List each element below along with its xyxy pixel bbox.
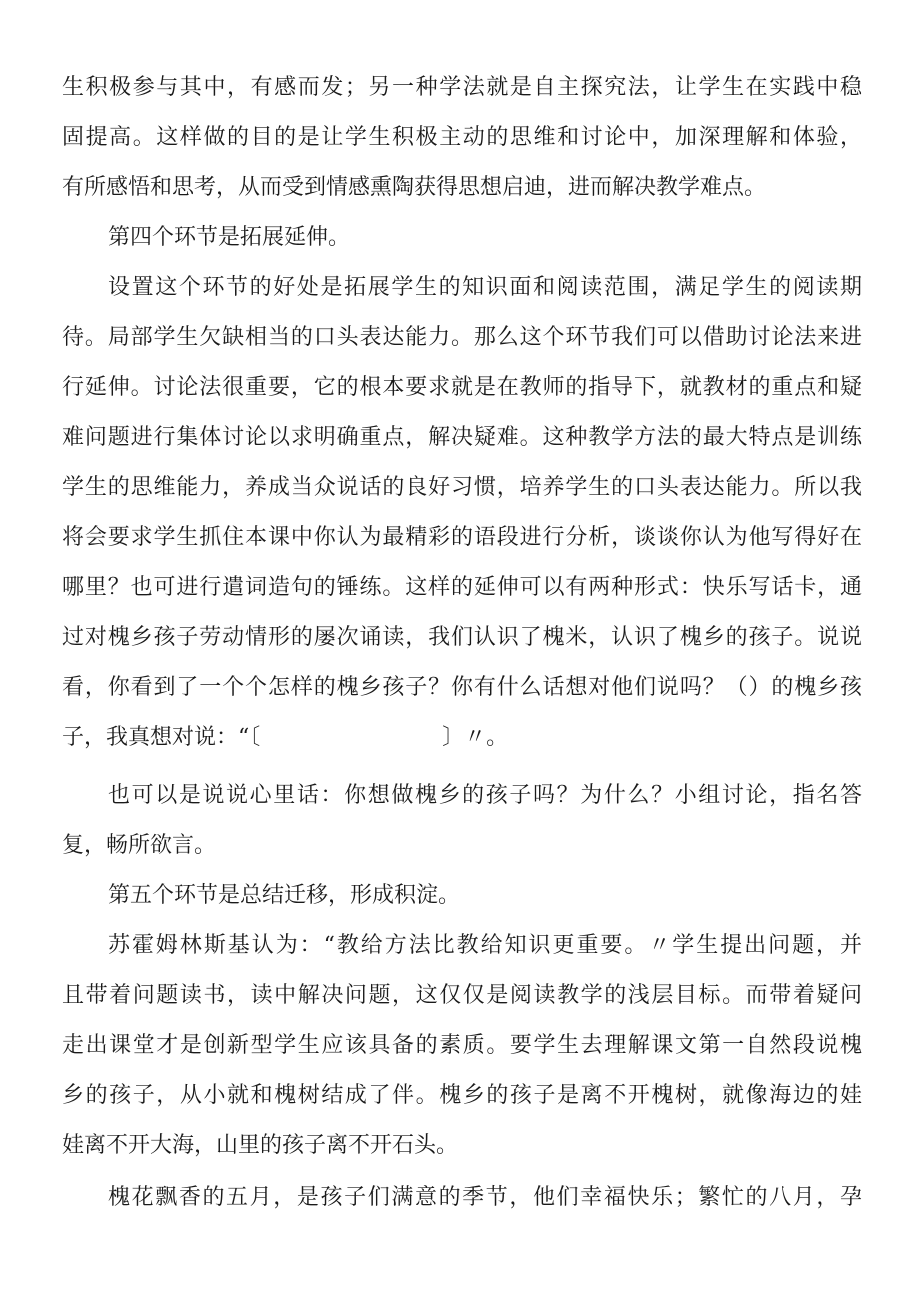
text-line: 待。局部学生欠缺相当的口头表达能力。那么这个环节我们可以借助讨论法来进 bbox=[62, 325, 862, 350]
text-line: 娃离不开大海，山里的孩子离不开石头。 bbox=[62, 1133, 459, 1158]
text-line: 槐花飘香的五月，是孩子们满意的季节，他们幸福快乐；繁忙的八月，孕 bbox=[108, 1185, 862, 1210]
section-heading: 第五个环节是总结迁移，形成积淀。 bbox=[108, 883, 461, 908]
text-line: 行延伸。讨论法很重要，它的根本要求就是在教师的指导下，就教材的重点和疑 bbox=[62, 375, 862, 400]
text-line: 固提高。这样做的目的是让学生积极主动的思维和讨论中，加深理解和体验， bbox=[62, 125, 862, 150]
section-heading: 第四个环节是拓展延伸。 bbox=[108, 225, 351, 250]
text-line: 学生的思维能力，养成当众说话的良好习惯，培养学生的口头表达能力。所以我 bbox=[62, 475, 862, 500]
text-line: 苏霍姆林斯基认为：“教给方法比教给知识更重要。〃学生提出问题，并 bbox=[108, 933, 862, 958]
text-line: 看，你看到了一个个怎样的槐乡孩子？你有什么话想对他们说吗？（）的槐乡孩 bbox=[62, 675, 862, 700]
text-line: 将会要求学生抓住本课中你认为最精彩的语段进行分析，谈谈你认为他写得好在 bbox=[62, 525, 862, 550]
text-line: 设置这个环节的好处是拓展学生的知识面和阅读范围，满足学生的阅读期 bbox=[108, 275, 862, 300]
text-line: 子，我真想对说：“〔 〕〃。 bbox=[62, 725, 509, 750]
text-line: 复，畅所欲言。 bbox=[62, 833, 217, 858]
text-line: 走出课堂才是创新型学生应该具备的素质。要学生去理解课文第一自然段说槐 bbox=[62, 1033, 862, 1058]
text-line: 哪里？也可进行遣词造句的锤练。这样的延伸可以有两种形式：快乐写话卡，通 bbox=[62, 575, 862, 600]
text-line: 难问题进行集体讨论以求明确重点，解决疑难。这种教学方法的最大特点是训练 bbox=[62, 425, 862, 450]
text-line: 过对槐乡孩子劳动情形的屡次诵读，我们认识了槐米，认识了槐乡的孩子。说说 bbox=[62, 625, 862, 650]
text-line: 也可以是说说心里话：你想做槐乡的孩子吗？为什么？小组讨论，指名答 bbox=[108, 783, 862, 808]
text-line: 生积极参与其中，有感而发；另一种学法就是自主探究法，让学生在实践中稳 bbox=[62, 75, 862, 100]
text-line: 且带着问题读书，读中解决问题，这仅仅是阅读教学的浅层目标。而带着疑问 bbox=[62, 983, 862, 1008]
text-line: 乡的孩子，从小就和槐树结成了伴。槐乡的孩子是离不开槐树，就像海边的娃 bbox=[62, 1083, 862, 1108]
text-line: 有所感悟和思考，从而受到情感熏陶获得思想启迪，进而解决教学难点。 bbox=[62, 175, 767, 200]
